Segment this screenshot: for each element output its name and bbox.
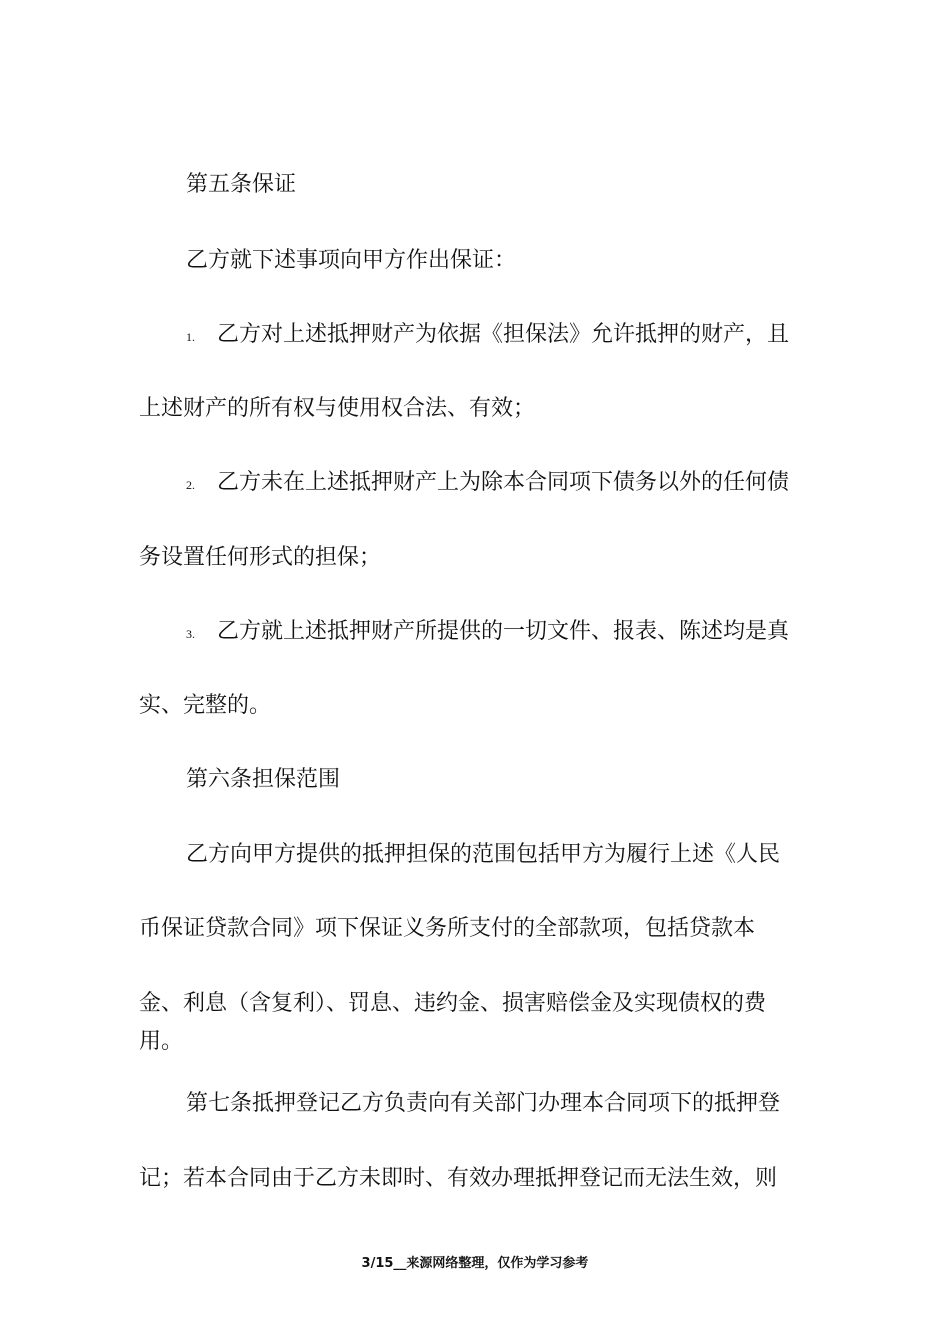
- line-text: 乙方未在上述抵押财产上为除本合同项下债务以外的任何债: [217, 470, 790, 495]
- line-text: 上述财产的所有权与使用权合法、有效；: [139, 396, 536, 421]
- line-text: 务设置任何形式的担保；: [139, 545, 382, 570]
- page-footer: 3/15__来源网络整理，仅作为学习参考: [361, 1256, 589, 1271]
- paragraph-line: [139, 394, 535, 424]
- line-text: 乙方对上述抵押财产为依据《担保法》允许抵押的财产，且: [217, 322, 790, 347]
- paragraph-line: [139, 1164, 777, 1194]
- list-item-2: [186, 468, 789, 500]
- list-number: 2.: [186, 478, 195, 492]
- paragraph-line: [139, 543, 381, 573]
- line-text: 用。: [139, 1029, 184, 1054]
- line-text: 币保证贷款合同》项下保证义务所支付的全部款项，包括贷款本: [139, 916, 756, 941]
- line-text: 乙方向甲方提供的抵押担保的范围包括甲方为履行上述《人民: [186, 842, 781, 867]
- line-text: 实、完整的。: [139, 693, 272, 718]
- line-text: 第五条保证: [186, 172, 297, 197]
- line-text: 乙方就上述抵押财产所提供的一切文件、报表、陈述均是真: [217, 619, 790, 644]
- article-7-line: [186, 1089, 780, 1119]
- list-number: 3.: [186, 627, 195, 641]
- list-item-1: [186, 320, 789, 352]
- article-5-heading: [186, 170, 296, 200]
- line-text: 金、利息（含复利）、罚息、违约金、损害赔偿金及实现债权的费: [139, 991, 767, 1016]
- line-text: 第六条担保范围: [186, 767, 341, 792]
- paragraph-line: [139, 914, 755, 944]
- list-number: 1.: [186, 330, 195, 344]
- paragraph-line: [139, 989, 766, 1019]
- paragraph-line: [139, 691, 271, 721]
- line-text: 记；若本合同由于乙方未即时、有效办理抵押登记而无法生效，则: [139, 1166, 778, 1191]
- list-item-3: [186, 617, 789, 649]
- article-6-heading: [186, 765, 340, 795]
- paragraph-line: [186, 840, 780, 870]
- line-text: 乙方就下述事项向甲方作出保证：: [186, 248, 517, 273]
- paragraph-line: [186, 246, 516, 276]
- paragraph-line: [139, 1027, 183, 1057]
- line-text: 第七条抵押登记乙方负责向有关部门办理本合同项下的抵押登: [186, 1091, 781, 1116]
